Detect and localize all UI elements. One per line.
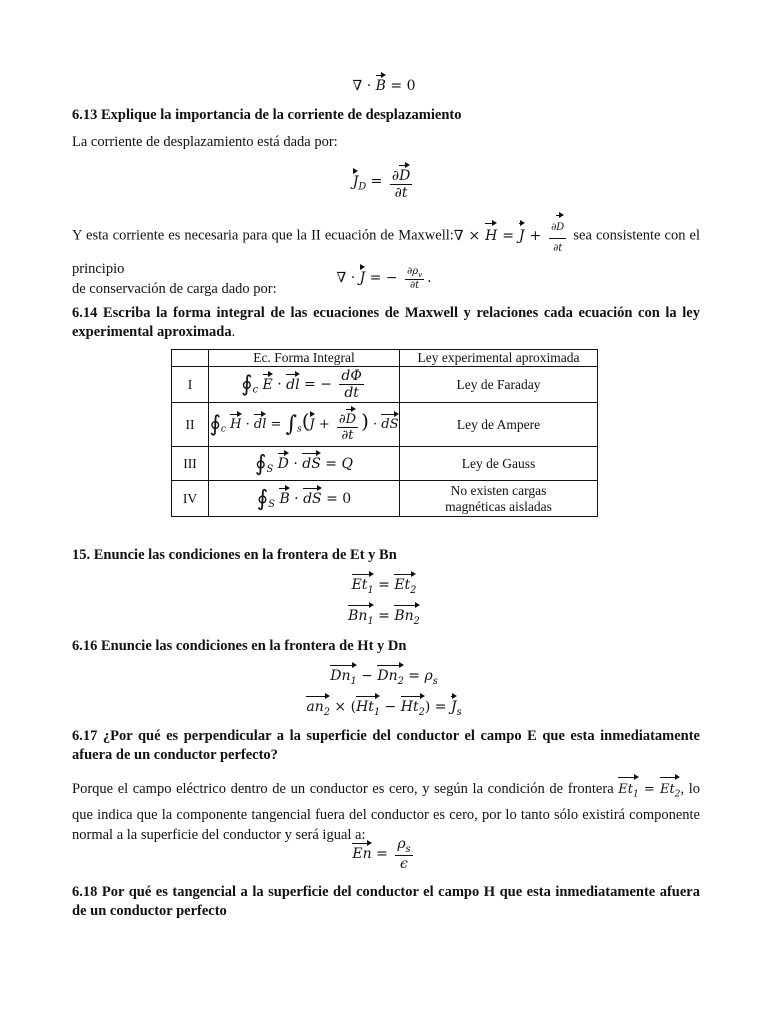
heading-15: 15. Enuncie las condiciones en la frontera de Et y Bn bbox=[72, 547, 397, 563]
law-name: No existen cargas magnéticas aisladas bbox=[400, 481, 598, 517]
formula-faraday: $∮_c$ E · dl = − $\frac{d\Phi}{dt}$ bbox=[209, 367, 400, 403]
row-number: I bbox=[172, 367, 209, 403]
row-number: III bbox=[172, 447, 209, 481]
formula-no-monopoles: $∮_S$ B · dS = 0 bbox=[209, 481, 400, 517]
table-row bbox=[172, 481, 598, 517]
table-row bbox=[172, 367, 598, 403]
heading-6-18: 6.18 Por qué es tangencial a la superficie del conductor el campo H que esta inmediatamente afuera de un conductor perfecto bbox=[72, 884, 700, 919]
equation-charge-conservation: ∇ · J = − $\frac{\partial\rho_v}{\partial t}$ . bbox=[336, 265, 432, 291]
equation-displacement-current: $J_D$ = $\frac{\partial D}{\partial t}$ bbox=[0, 162, 768, 201]
table-row bbox=[172, 447, 598, 481]
equation-en: En = $\frac{\rho_s}{\epsilon}$ bbox=[352, 836, 411, 872]
paragraph-6-13-intro: La corriente de desplazamiento está dada por: bbox=[72, 134, 338, 150]
law-name: Ley de Ampere bbox=[400, 403, 598, 447]
law-name: Ley de Gauss bbox=[400, 447, 598, 481]
paragraph-6-13-body: Y esta corriente es necesaria para que la II ecuación de Maxwell:∇ × H = J + $\frac{\partial D}{\partial t}$ sea consistente con el principio de conservación de carga dado por: bbox=[72, 212, 700, 299]
heading-6-13: 6.13 Explique la importancia de la corriente de desplazamiento bbox=[72, 107, 462, 123]
heading-6-16: 6.16 Enuncie las condiciones en la frontera de Ht y Dn bbox=[72, 638, 407, 654]
table-row bbox=[172, 403, 598, 447]
maxwell-equations-table bbox=[171, 349, 598, 517]
table-header-formula: Ec. Forma Integral bbox=[209, 350, 400, 367]
paragraph-6-17-body: Porque el campo eléctrico dentro de un conductor es cero, y según la condición de frontera $Et_1 = Et_2$, lo que indica que la componente tangencial fuera del conductor es cero, por lo tanto sólo existirá componente normal a la superficie del conductor y será igual a: bbox=[72, 774, 700, 845]
table-header-law: Ley experimental aproximada bbox=[400, 350, 598, 367]
law-name: Ley de Faraday bbox=[400, 367, 598, 403]
formula-gauss: $∮_S$ D · dS = Q bbox=[209, 447, 400, 481]
equation-dn-boundary: $Dn_1 - Dn_2 = \rho_s$ bbox=[0, 662, 768, 687]
heading-6-17: 6.17 ¿Por qué es perpendicular a la superficie del conductor el campo E que esta inmediatamente afuera de un conductor perfecto? bbox=[72, 728, 700, 763]
equation-ht-boundary: $an_2 \times (Ht_1 - Ht_2) = J_s$ bbox=[0, 693, 768, 718]
equation-et-boundary: $Et_1 = Et_2$ bbox=[0, 571, 768, 596]
heading-6-14: 6.14 Escriba la forma integral de las ecuaciones de Maxwell y relaciones cada ecuación con la ley experimental aproximada. bbox=[72, 305, 700, 340]
equation-bn-boundary: $Bn_1 = Bn_2$ bbox=[0, 602, 768, 627]
row-number: IV bbox=[172, 481, 209, 517]
formula-ampere: $∮_c$ H · dl = $\int_s(J$ + $\frac{\partial D}{\partial t}$ ) · dS bbox=[209, 403, 400, 447]
equation-div-b: ∇ · B = 0 bbox=[0, 72, 768, 94]
table-header-blank bbox=[172, 350, 209, 367]
table-header-row bbox=[172, 350, 598, 367]
row-number: II bbox=[172, 403, 209, 447]
